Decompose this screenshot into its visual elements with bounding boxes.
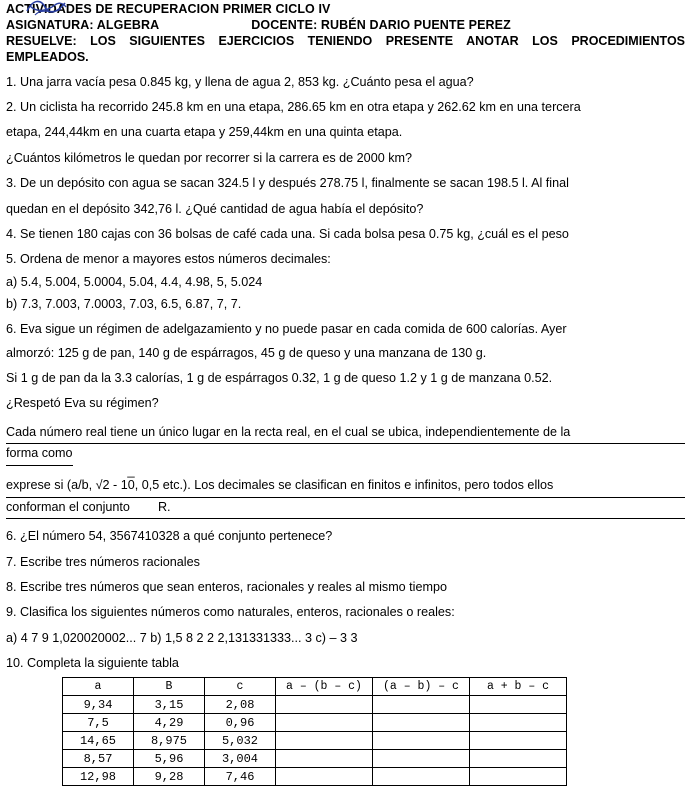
instruction-text: RESUELVE: LOS SIGUIENTES EJERCICIOS TENIENDO PRESENTE ANOTAR LOS PROCEDIMIENTOS EMPLEADOS.: [6, 34, 685, 64]
underlined-line-1: Cada número real tiene un único lugar en la recta real, en el cual se ubica, independientemente de la: [6, 423, 685, 445]
header-subject-row: [0, 18, 691, 34]
question-6-line3: Si 1 g de pan da la 3.3 calorías, 1 g de espárragos 0.32, 1 g de queso 1.2 y 1 g de manzana 0.52.: [6, 371, 553, 386]
table-cell-b: 9,28: [134, 768, 205, 786]
question-9: 9. Clasifica los siguientes números como naturales, enteros, racionales o reales:: [6, 605, 455, 620]
table-cell-expr1[interactable]: [276, 750, 373, 768]
table-cell-b: 8,975: [134, 732, 205, 750]
table-header-expr2: (a – b) – c: [373, 678, 470, 696]
radical-symbol: √2: [95, 478, 110, 493]
question-7: 7. Escribe tres números racionales: [6, 554, 200, 569]
table-cell-c: 7,46: [205, 768, 276, 786]
question-2-line3: ¿Cuántos kilómetros le quedan por recorrer si la carrera es de 2000 km?: [6, 150, 412, 165]
question-2-line1: 2. Un ciclista ha recorrido 245.8 km en una etapa, 286.65 km en otra etapa y 262.62 km en una tercera: [6, 100, 581, 115]
table-header-expr3: a + b – c: [470, 678, 567, 696]
question-6-line2: almorzó: 125 g de pan, 140 g de espárragos, 45 g de queso y una manzana de 130 g.: [6, 345, 487, 360]
question-6-line1: 6. Eva sigue un régimen de adelgazamiento y no puede pasar en cada comida de 600 calorías. Ayer: [6, 322, 567, 337]
underlined-paragraph: [0, 423, 691, 519]
table-cell-expr2[interactable]: [373, 768, 470, 786]
table-cell-expr2[interactable]: [373, 732, 470, 750]
underlined-line-3-part-a: exprese si (a/b,: [6, 478, 96, 493]
table-cell-expr2[interactable]: [373, 696, 470, 714]
header-title: ACTIVIDADES DE RECUPERACION PRIMER CICLO IV: [6, 2, 331, 16]
underlined-line-4-conjunto: conjunto: [82, 499, 130, 514]
document-header: [0, 0, 691, 33]
table-header-row: [63, 678, 567, 696]
table-header-c: c: [205, 678, 276, 696]
handwritten-dash: _: [127, 462, 135, 478]
table-cell-b: 3,15: [134, 696, 205, 714]
question-2-line2: etapa, 244,44km en una cuarta etapa y 259,44km en una quinta etapa.: [6, 125, 403, 140]
table-row: [63, 750, 567, 768]
table-cell-expr1[interactable]: [276, 768, 373, 786]
table-cell-expr1[interactable]: [276, 696, 373, 714]
table-cell-a: 14,65: [63, 732, 134, 750]
table-header-a: a: [63, 678, 134, 696]
table-cell-c: 3,004: [205, 750, 276, 768]
question-4: 4. Se tienen 180 cajas con 36 bolsas de café cada una. Si cada bolsa pesa 0.75 kg, ¿cuál es el peso: [6, 226, 569, 241]
table-container: [0, 677, 691, 786]
table-row: [63, 696, 567, 714]
table-cell-a: 12,98: [63, 768, 134, 786]
table-row: [63, 768, 567, 786]
underlined-line-3: [6, 476, 685, 498]
table-cell-b: 4,29: [134, 714, 205, 732]
question-5: 5. Ordena de menor a mayores estos números decimales:: [6, 252, 331, 267]
table-header-b: B: [134, 678, 205, 696]
question-10: 10. Completa la siguiente tabla: [6, 656, 179, 671]
table-cell-expr3[interactable]: [470, 732, 567, 750]
table-cell-c: 0,96: [205, 714, 276, 732]
question-6-line4: ¿Respetó Eva su régimen?: [6, 396, 159, 411]
question-1: 1. Una jarra vacía pesa 0.845 kg, y llena de agua 2, 853 kg. ¿Cuánto pesa el agua?: [6, 74, 474, 89]
header-asignatura: ASIGNATURA: ALGEBRA: [6, 17, 160, 32]
table-header-expr1: a – (b – c): [276, 678, 373, 696]
question-9-options: a) 4 7 9 1,020020002... 7 b) 1,5 8 2 2 2,131331333... 3 c) – 3 3: [6, 630, 358, 645]
underlined-line-3-part-b: - 10, 0,5 etc.). Los decimales se clasifican en finitos e infinitos, pero todos ellos: [109, 478, 554, 493]
question-6-conjunto: 6. ¿El número 54, 3567410328 a qué conjunto pertenece?: [6, 529, 333, 544]
underlined-line-4: [6, 498, 685, 520]
table-cell-a: 8,57: [63, 750, 134, 768]
question-3-line2: quedan en el depósito 342,76 l. ¿Qué cantidad de agua había el depósito?: [6, 201, 424, 216]
table-cell-expr2[interactable]: [373, 750, 470, 768]
table-cell-a: 9,34: [63, 696, 134, 714]
underlined-line-4-part-a: conforman el: [6, 499, 83, 514]
exercise-table: [62, 677, 567, 786]
table-row: [63, 732, 567, 750]
table-cell-expr2[interactable]: [373, 714, 470, 732]
table-cell-expr1[interactable]: [276, 714, 373, 732]
table-cell-b: 5,96: [134, 750, 205, 768]
table-cell-expr3[interactable]: [470, 696, 567, 714]
question-8: 8. Escribe tres números que sean enteros, racionales y reales al mismo tiempo: [6, 579, 447, 594]
underlined-line-4-r: R.: [157, 499, 171, 514]
table-cell-expr1[interactable]: [276, 732, 373, 750]
underlined-line-2: forma como: [6, 444, 73, 466]
table-cell-expr3[interactable]: [470, 768, 567, 786]
header-docente: DOCENTE: RUBÉN DARIO PUENTE PEREZ: [251, 17, 511, 32]
table-cell-c: 5,032: [205, 732, 276, 750]
table-row: [63, 714, 567, 732]
question-3-line1: 3. De un depósito con agua se sacan 324.5 l y después 278.75 l, finalmente se sacan 198.5 l. Al final: [6, 176, 569, 191]
table-cell-expr3[interactable]: [470, 750, 567, 768]
table-cell-c: 2,08: [205, 696, 276, 714]
question-5-option-a: a) 5.4, 5.004, 5.0004, 5.04, 4.4, 4.98, 5, 5.024: [6, 274, 263, 289]
table-cell-expr3[interactable]: [470, 714, 567, 732]
question-5-option-b: b) 7.3, 7.003, 7.0003, 7.03, 6.5, 6.87, 7, 7.: [6, 296, 242, 311]
table-cell-a: 7,5: [63, 714, 134, 732]
